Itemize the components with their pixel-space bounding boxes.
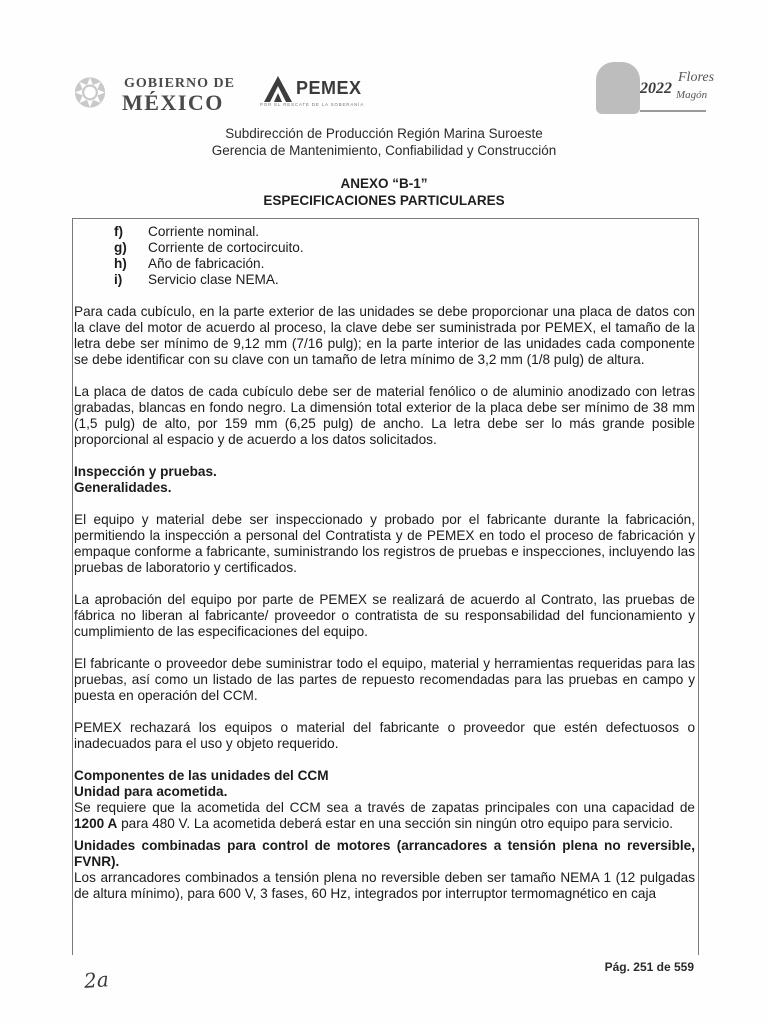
list-item: [114, 272, 695, 288]
gob-line1: GOBIERNO DE: [124, 76, 235, 91]
list-item-text: Corriente de cortocircuito.: [148, 240, 304, 255]
paragraph-aprobacion: La aprobación del equipo por parte de PEMEX se realizará de acuerdo al Contrato, las pruebas de fábrica no liberan al fabricante/ proveedor o contratista de su responsabilidad del funcionamiento y cumplimiento de las especificaciones del equipo.: [74, 592, 695, 639]
handwritten-mark: 2a: [83, 967, 110, 993]
pemex-flame-icon: [260, 72, 296, 106]
pemex-name: PEMEX: [296, 78, 362, 98]
gob-line2: MÉXICO: [122, 90, 224, 115]
decorative-line: [640, 110, 706, 112]
flores-magon-2022-logo: [596, 62, 715, 120]
list-item-text: Corriente nominal.: [148, 224, 260, 239]
paragraph-acometida: Se requiere que la acometida del CCM sea a través de zapatas principales con una capacidad de 1200 A para 480 V. La acometida deberá estar en una sección sin ningún otro equipo para servicio.: [74, 800, 695, 831]
page-number: Pág. 251 de 559: [604, 960, 694, 974]
heading-inspeccion: Inspección y pruebas.: [74, 464, 217, 479]
list-item-text: Año de fabricación.: [148, 256, 265, 271]
list-item-key: f): [114, 224, 124, 239]
heading-generalidades: Generalidades.: [74, 480, 172, 495]
paragraph-material-placa: La placa de datos de cada cubículo debe ser de material fenólico o de aluminio anodizado con letras grabadas, blancas en fondo negro. La dimensión total exterior de la placa debe ser mínimo de 38 mm (1,5 pulg) de alto, por 159 mm (6,25 pulg) de ancho. La letra debe ser lo más grande posible proporcional al espacio y de acuerdo a los datos solicitados.: [74, 384, 695, 447]
especificaciones-title: ESPECIFICACIONES PARTICULARES: [263, 193, 505, 208]
flores-name-2: Magón: [676, 89, 708, 101]
list-item-key: h): [114, 256, 127, 271]
pemex-tagline: POR EL RESCATE DE LA SOBERANÍA: [260, 102, 365, 107]
paragraph-suministro: El fabricante o proveedor debe suministrar todo el equipo, material y herramientas requeridas para las pruebas, así como un listado de las partes de repuesto recomendadas para las pruebas en campo y puesta en operación del CCM.: [74, 656, 695, 703]
flores-name-1: Flores: [678, 70, 715, 85]
list-item-key: g): [114, 240, 127, 255]
gerencia-line: Gerencia de Mantenimiento, Confiabilidad y Construcción: [211, 143, 557, 158]
subdireccion-line: Subdirección de Producción Región Marina Suroeste: [225, 126, 543, 141]
heading-unidades-combinadas: Unidades combinadas para control de motores (arrancadores a tensión plena no reversible, FVNR).: [74, 838, 695, 869]
list-item-text: Servicio clase NEMA.: [148, 272, 279, 287]
portrait-icon: [596, 62, 640, 114]
paragraph-arrancadores: Los arrancadores combinados a tensión plena no reversible deben ser tamaño NEMA 1 (12 pulgadas de altura mínimo), para 600 V, 3 fases, 60 Hz, integrados por interruptor termomagnético en caja: [74, 870, 695, 901]
gobierno-de-mexico-logo: [66, 72, 246, 116]
paragraph-rechazo: PEMEX rechazará los equipos o material del fabricante o proveedor que estén defectuosos o inadecuados para el uso y objeto requerido.: [74, 720, 695, 751]
list-item: [114, 256, 695, 272]
heading-acometida: Unidad para acometida.: [74, 784, 228, 799]
spec-list: [114, 224, 695, 288]
paragraph-inspeccion: El equipo y material debe ser inspeccionado y probado por el fabricante durante la fabricación, permitiendo la inspección a personal del Contratista y de PEMEX en todo el proceso de fabricación y empaque conforme a fabricante, suministrando los registros de pruebas e inspecciones, incluyendo las pruebas de laboratorio y certificados.: [74, 512, 695, 575]
document-body: [74, 224, 695, 902]
mexico-seal-icon: ❂: [73, 72, 107, 116]
paragraph-placa-datos: Para cada cubículo, en la parte exterior de las unidades se debe proporcionar una placa de datos con la clave del motor de acuerdo al proceso, la clave debe ser suministrada por PEMEX, el tamaño de la letra debe ser mínimo de 9,12 mm (7/16 pulg); en la parte interior de las unidades cada componente se debe identificar con su clave con un tamaño de letra mínimo de 3,2 mm (1/8 pulg) de altura.: [74, 304, 695, 367]
list-item-key: i): [114, 272, 123, 287]
flores-year: 2022: [640, 80, 672, 97]
list-item: [114, 224, 695, 240]
list-item: [114, 240, 695, 256]
page-header: [0, 0, 768, 125]
anexo-title: ANEXO “B-1”: [340, 176, 428, 191]
pemex-logo: [260, 72, 400, 112]
heading-componentes: Componentes de las unidades del CCM: [74, 768, 329, 783]
